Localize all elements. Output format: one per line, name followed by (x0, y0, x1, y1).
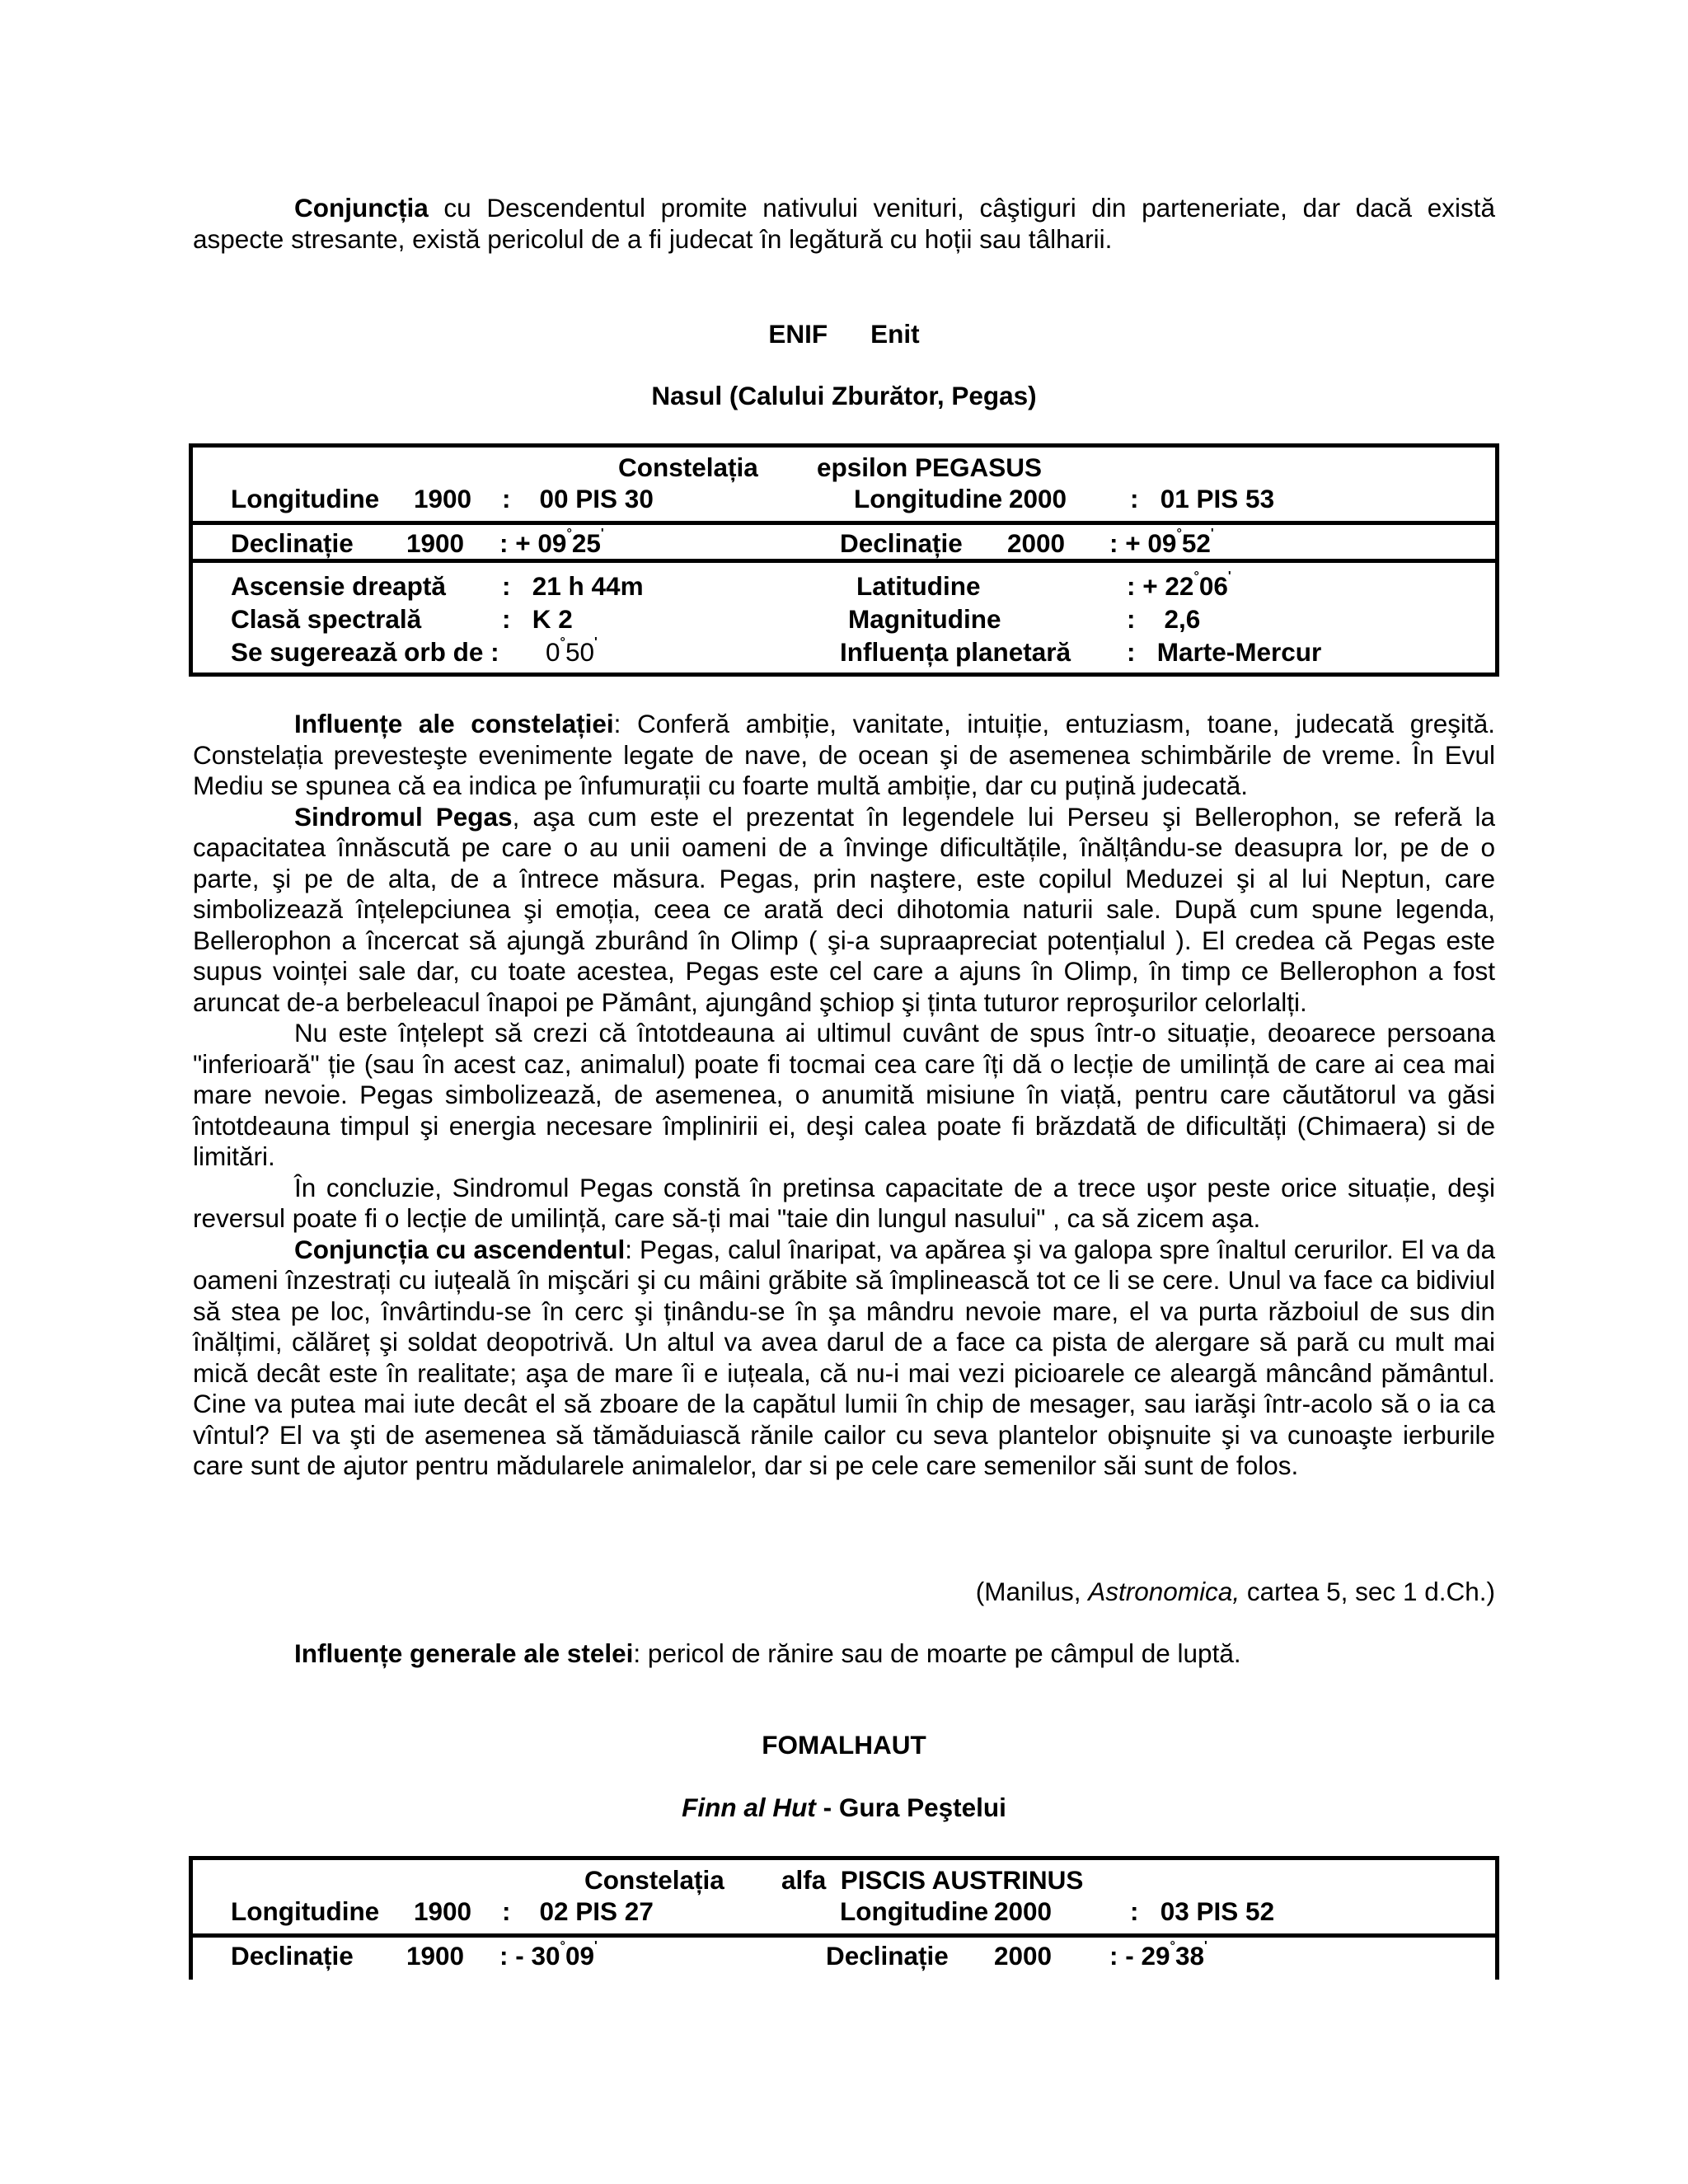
enif-title (0, 318, 1688, 349)
enif-constellation-label: Constelația (618, 452, 758, 482)
enif-orb-label: Se sugerează orb de : (231, 637, 499, 667)
enif-long1900-value: : 00 PIS 30 (502, 484, 654, 513)
enif-orb-degrees: 0 (546, 637, 560, 667)
intro-text: cu Descendentul promite nativului venituri, câştiguri din parteneriate, dar dacă există aspecte stresante, există pericolul de a fi judecat în legătură cu hoții sau tâlharii. (193, 193, 1495, 254)
fomalhaut-decl2000-degrees: : - 29 (1109, 1941, 1170, 1971)
intro-bold: Conjuncția (294, 193, 429, 223)
intro-paragraph (193, 193, 1495, 255)
enif-decl1900-year: 1900 (406, 528, 465, 558)
p2-text: , aşa cum este el prezentat în legendele lui Perseu şi Bellerophon, se referă la capacitatea înnăscută pe care o au unii oameni de a învinge dificultățile, înălțându-se deasupra lor, pe de o parte, şi pe de alta, de a întrece măsura. Pegas, prin naştere, este copilul Meduzei şi al lui Neptun, care simbolizează înțelepciunea şi emoția, ceea ce arată deci dihotomia naturii sale. După cum spune legenda, Bellerophon a încercat să ajungă zburând în Olimp ( şi-a supraapreciat potențialul ). El credea că Pegas este supus voinței sale dar, cu toate acestea, Pegas este cel care a ajuns în Olimp, în timp ce Bellerophon a fost aruncat de-a berbeleacul înapoi pe Pământ, ajungând şchiop şi ținta tuturor reproşurilor celorlalți. (193, 801, 1495, 1017)
fomalhaut-decl2000-label: Declinație (826, 1941, 949, 1971)
fomalhaut-decl2000-year: 2000 (994, 1941, 1053, 1971)
enif-orb-value: 0°50' (546, 635, 598, 667)
citation-italic: Astronomica, (1088, 1577, 1240, 1606)
enif-row-coordinates (193, 448, 1495, 521)
body-section (193, 709, 1495, 1482)
fomalhaut-decl1900-value: : - 30°09' (499, 1939, 598, 1971)
fomalhaut-decl1900-year: 1900 (406, 1941, 465, 1971)
fomalhaut-subtitle-italic: Finn al Hut (682, 1793, 816, 1822)
enif-decl2000-value: : + 09°52' (1109, 527, 1214, 558)
citation-post: cartea 5, sec 1 d.Ch.) (1240, 1577, 1495, 1606)
fomalhaut-subtitle-rest: - Gura Peştelui (815, 1793, 1006, 1822)
general-bold: Influențe generale ale stelei (294, 1638, 634, 1668)
p5-bold: Conjuncția cu ascendentul (294, 1234, 626, 1264)
enif-row-properties (193, 559, 1495, 673)
enif-lat-value: : + 22°06' (1127, 569, 1231, 601)
p1-bold: Influențe ale constelației (294, 709, 614, 738)
paragraph-pegasus-syndrome (193, 802, 1495, 1019)
enif-spec-label: Clasă spectrală (231, 604, 422, 634)
fomalhaut-decl1900-label: Declinație (231, 1941, 354, 1971)
p1-text: : Conferă ambiție, vanitate, intuiție, entuziasm, toane, judecată greşită. Constelația prevesteşte evenimente legate de nave, de ocean şi de asemenea schimbările de vreme. În Evul Mediu se spunea că ea indica pe înfumurații cu foarte multă ambiție, dar cu puțină judecată. (193, 709, 1495, 800)
enif-mag-value: : 2,6 (1127, 604, 1201, 634)
enif-star-table (189, 443, 1499, 677)
general-text: : pericol de rănire sau de moarte pe câmpul de luptă. (633, 1638, 1241, 1668)
enif-orb-minutes: 50 (565, 637, 594, 667)
fomalhaut-row-declination (193, 1933, 1495, 1980)
enif-decl2000-minutes: 52 (1181, 528, 1211, 558)
fomalhaut-decl2000-value: : - 29°38' (1109, 1939, 1207, 1971)
fomalhaut-decl1900-degrees: : - 30 (499, 1941, 560, 1971)
fomalhaut-constellation-value: alfa PISCIS AUSTRINUS (781, 1865, 1084, 1895)
fomalhaut-long1900-label: Longitudine (231, 1896, 380, 1926)
enif-row-declination (193, 521, 1495, 559)
enif-decl2000-degrees: : + 09 (1109, 528, 1177, 558)
fomalhaut-subtitle (0, 1792, 1688, 1823)
fomalhaut-star-table (189, 1856, 1499, 1980)
general-section (193, 1638, 1495, 1670)
fomalhaut-long2000-year: 2000 (994, 1896, 1053, 1926)
fomalhaut-title: FOMALHAUT (762, 1730, 926, 1760)
paragraph-wisdom: Nu este înțelept să crezi că întotdeauna ai ultimul cuvânt de spus într-o situație, deoarece persoana "inferioară" ție (sau în acest caz, animalul) poate fi tocmai cea care îți dă o lecție de umilință de care ai cea mai mare nevoie. Pegas simbolizează, de asemenea, o anumită misiune în viață, pentru care căutătorul va găsi întotdeauna timpul şi energia necesare împlinirii ei, deşi calea poate fi brăzdată de dificultăți (Chimaera) si de limitări. (193, 1018, 1495, 1171)
enif-ra-value: : 21 h 44m (502, 571, 644, 601)
p2-bold: Sindromul Pegas (294, 801, 513, 832)
fomalhaut-long2000-label: Longitudine (840, 1896, 989, 1926)
enif-infl-label: Influența planetară (840, 637, 1071, 667)
enif-long1900-year: 1900 (414, 484, 472, 513)
enif-title-b: Enit (870, 319, 920, 349)
fomalhaut-long2000-value: : 03 PIS 52 (1130, 1896, 1275, 1926)
enif-decl2000-year: 2000 (1007, 528, 1066, 558)
enif-decl1900-value: : + 09°25' (499, 527, 604, 558)
fomalhaut-row-coordinates (193, 1860, 1495, 1933)
paragraph-ascendant-conjunction (193, 1235, 1495, 1482)
enif-long1900-label: Longitudine (231, 484, 380, 513)
intro-section (193, 193, 1495, 255)
enif-long2000-year: 2000 (1009, 484, 1067, 513)
fomalhaut-constellation-label: Constelația (584, 1865, 724, 1895)
enif-subtitle: Nasul (Calului Zburător, Pegas) (651, 381, 1037, 410)
enif-decl2000-label: Declinație (840, 528, 963, 558)
paragraph-conclusion: În concluzie, Sindromul Pegas constă în pretinsa capacitate de a trece uşor peste orice situație, deşi reversul poate fi o lecție de umilință, care să-ți mai "taie din lungul nasului" , ca să zicem aşa. (193, 1172, 1495, 1233)
enif-spec-value: : K 2 (502, 604, 573, 634)
enif-decl1900-label: Declinație (231, 528, 354, 558)
enif-title-a: ENIF (768, 319, 828, 349)
fomalhaut-long1900-value: : 02 PIS 27 (502, 1896, 654, 1926)
p5-text: : Pegas, calul înaripat, va apărea şi va galopa spre înaltul cerurilor. El va da oameni înzestrați cu iuțeală în mişcări şi cu mâini grăbite să împlinească tot ce li se cere. Unul va face ca bidiviul să stea pe loc, învârtindu-se în cerc şi ținându-se în şa mândru nevoie mare, el va purta războiul de sus din înălțimi, călăreț şi soldat deopotrivă. Un altul va avea darul de a face ca pista de alergare să pară cu mult mai mică decât este în realitate; aşa de mare îi e iuțeala, că nu-i mai vezi picioarele ce aleargă mâncând pământul. Cine va putea mai iute decât el să zboare de la capătul lumii în chip de mesager, sau iarăşi într-acolo să o ia ca vîntul? El va şti de asemenea să tămăduiască rănile cailor cu seva plantelor obişnuite şi va cunoaşte ierburile care sunt de ajutor pentru mădularele animalelor, dar si pe cele care semenilor săi sunt de folos. (193, 1234, 1496, 1480)
fomalhaut-decl2000-minutes: 38 (1175, 1941, 1204, 1971)
enif-mag-label: Magnitudine (848, 604, 1001, 634)
enif-ra-label: Ascensie dreaptă (231, 571, 446, 601)
enif-lat-minutes: 06 (1198, 571, 1228, 601)
enif-lat-label: Latitudine (856, 571, 981, 601)
enif-decl1900-minutes: 25 (571, 528, 601, 558)
enif-lat-degrees: : + 22 (1127, 571, 1194, 601)
enif-long2000-label: Longitudine (854, 484, 1003, 513)
general-paragraph (193, 1638, 1495, 1670)
fomalhaut-long1900-year: 1900 (414, 1896, 472, 1926)
citation-pre: (Manilus, (975, 1577, 1089, 1606)
enif-infl-value: : Marte-Mercur (1127, 637, 1322, 667)
enif-long2000-value: : 01 PIS 53 (1130, 484, 1275, 513)
enif-constellation-value: epsilon PEGASUS (817, 452, 1043, 482)
fomalhaut-decl1900-minutes: 09 (565, 1941, 594, 1971)
citation (976, 1576, 1495, 1607)
paragraph-constellation-influences (193, 709, 1495, 802)
enif-decl1900-degrees: : + 09 (499, 528, 567, 558)
